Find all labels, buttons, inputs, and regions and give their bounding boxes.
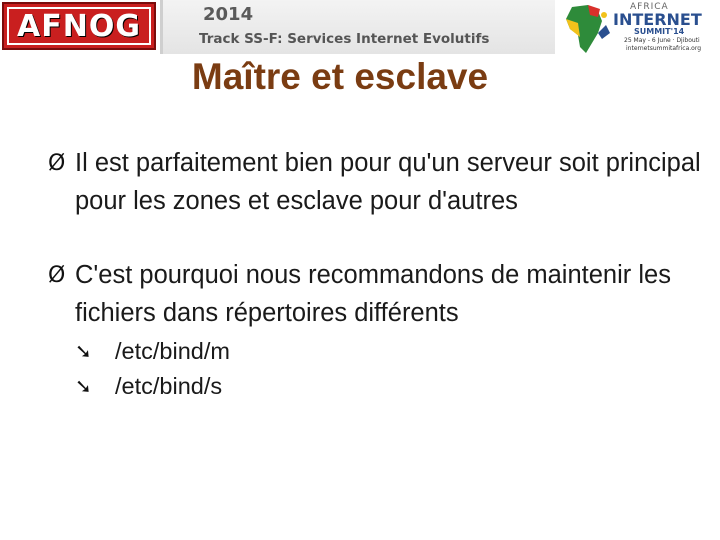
bullet-text: Il est parfaitement bien pour qu'un serveur soit principal pour les zones et esclave pour d'autres (75, 149, 701, 215)
banner-track: Track SS-F: Services Internet Evolutifs (199, 31, 490, 47)
slide-content (48, 145, 708, 404)
afnog-logo-text: AFNOG (7, 7, 151, 45)
arrow-bullet-icon: Ø (48, 151, 66, 176)
sub-bullet-item (75, 334, 708, 369)
summit-line-internet: INTERNET (613, 10, 702, 29)
summit-line-summit: SUMMIT'14 (634, 27, 685, 36)
slide-header (0, 0, 720, 58)
sub-bullet-item (75, 369, 708, 404)
afnog-logo (2, 2, 156, 50)
summit-line-dates: 25 May - 6 June · Djibouti (624, 37, 700, 44)
event-banner (160, 0, 555, 54)
diagonal-arrow-icon: ➘ (75, 339, 92, 363)
sub-bullet-list (75, 334, 708, 404)
sub-bullet-text: /etc/bind/m (115, 338, 230, 364)
summit-line-site: internetsummitafrica.org (626, 45, 702, 52)
sub-bullet-text: /etc/bind/s (115, 373, 223, 399)
bullet-item (48, 257, 708, 404)
summit-line-africa: AFRICA (630, 2, 669, 12)
bullet-text: C'est pourquoi nous recommandons de maintenir les fichiers dans répertoires différents (75, 261, 671, 327)
bullet-item (48, 145, 708, 220)
diagonal-arrow-icon: ➘ (75, 374, 92, 398)
banner-year: 2014 (203, 4, 254, 25)
africa-internet-summit-logo (556, 0, 720, 56)
slide-title: Maître et esclave (191, 56, 489, 97)
africa-map-icon (558, 3, 614, 55)
arrow-bullet-icon: Ø (48, 263, 66, 288)
